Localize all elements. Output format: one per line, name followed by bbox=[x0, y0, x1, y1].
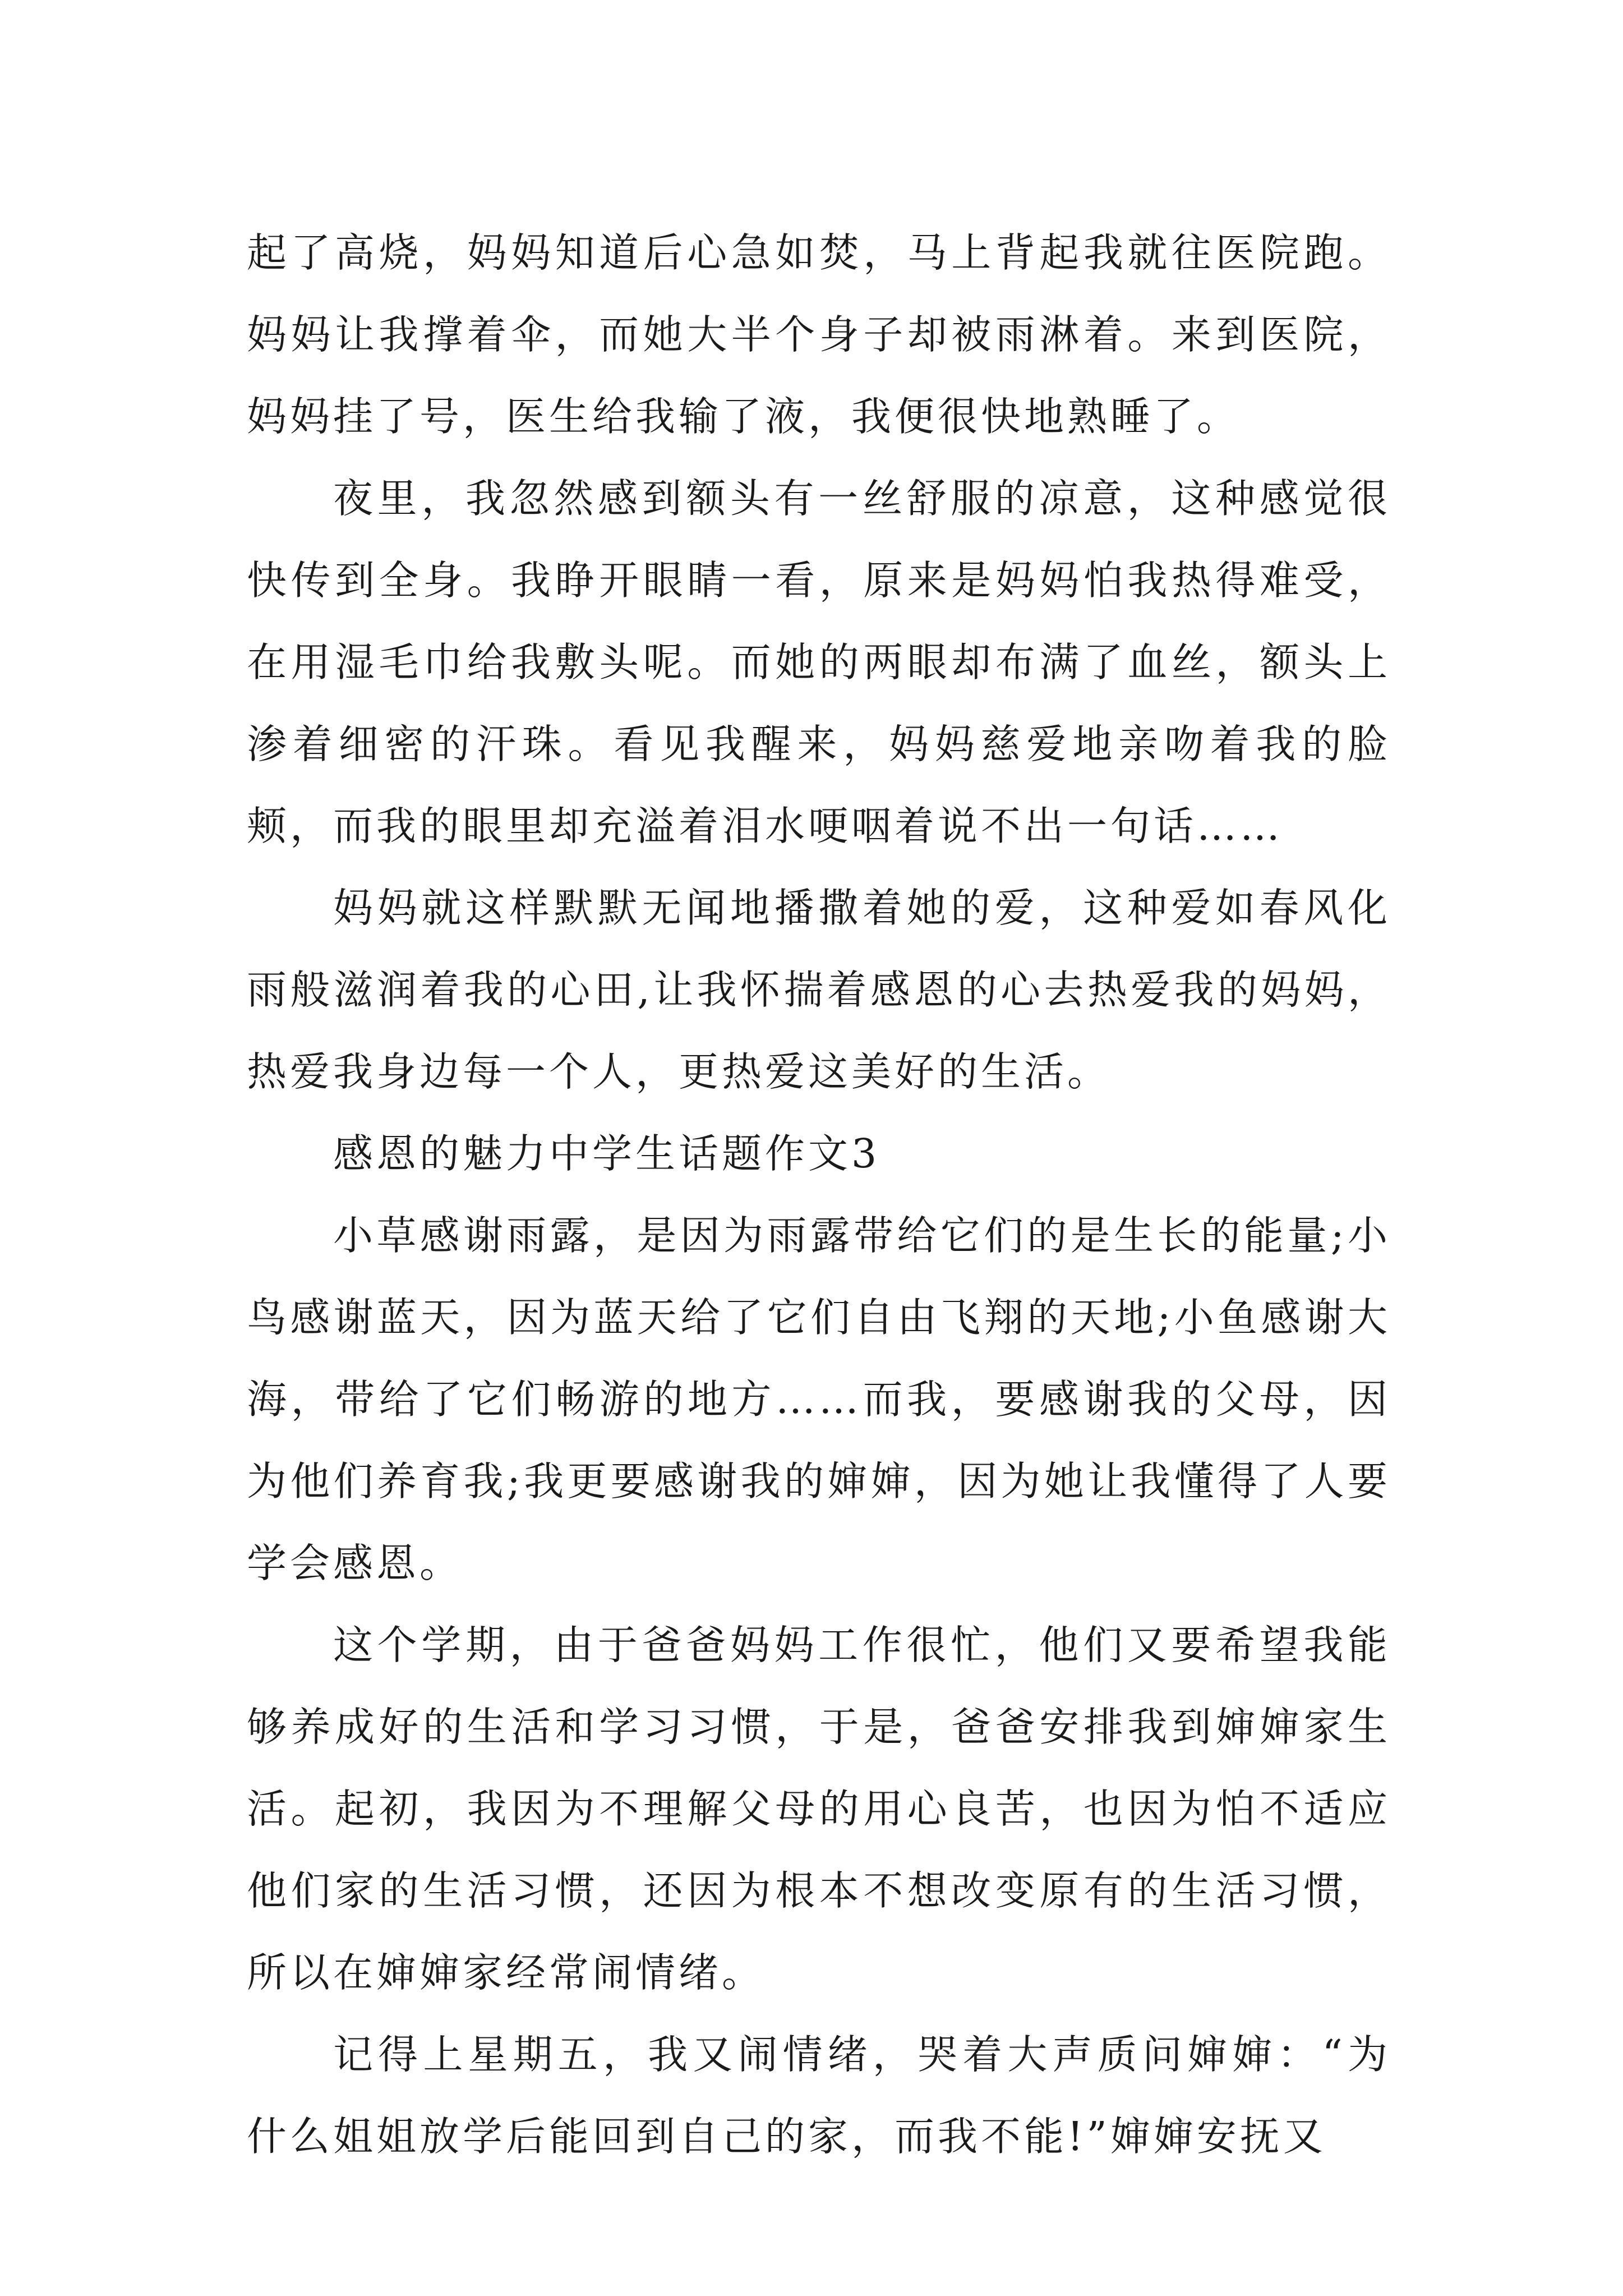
essay-heading: 感恩的魅力中学生话题作文3 bbox=[333, 1130, 880, 1177]
paragraph-2: 夜里，我忽然感到额头有一丝舒服的凉意，这种感觉很快传到全身。我睁开眼睛一看，原来是妈妈怕我热得难受，在用湿毛巾给我敷头呢。而她的两眼却布满了血丝，额头上渗着细密的汗珠。看见我醒来，妈妈慈爱地亲吻着我的脸颊，而我的眼里却充溢着泪水哽咽着说不出一句话…… bbox=[247, 475, 1391, 849]
document-body bbox=[247, 212, 1391, 2178]
paragraph-1: 起了高烧，妈妈知道后心急如焚，马上背起我就往医院跑。妈妈让我撑着伞，而她大半个身子却被雨淋着。来到医院，妈妈挂了号，医生给我输了液，我便很快地熟睡了。 bbox=[247, 229, 1391, 440]
paragraph-6: 记得上星期五，我又闹情绪，哭着大声质问婶婶：“为什么姐姐放学后能回到自己的家，而我不能!”婶婶安抚又 bbox=[247, 2031, 1391, 2160]
paragraph-3: 妈妈就这样默默无闻地播撒着她的爱，这种爱如春风化雨般滋润着我的心田,让我怀揣着感恩的心去热爱我的妈妈，热爱我身边每一个人，更热爱这美好的生活。 bbox=[247, 885, 1391, 1095]
paragraph-4: 小草感谢雨露，是因为雨露带给它们的是生长的能量;小鸟感谢蓝天，因为蓝天给了它们自由飞翔的天地;小鱼感谢大海，带给了它们畅游的地方……而我，要感谢我的父母，因为他们养育我;我更要感谢我的婶婶，因为她让我懂得了人要学会感恩。 bbox=[247, 1212, 1391, 1586]
paragraph-5: 这个学期，由于爸爸妈妈工作很忙，他们又要希望我能够养成好的生活和学习习惯，于是，爸爸安排我到婶婶家生活。起初，我因为不理解父母的用心良苦，也因为怕不适应他们家的生活习惯，还因为根本不想改变原有的生活习惯，所以在婶婶家经常闹情绪。 bbox=[247, 1622, 1391, 1996]
